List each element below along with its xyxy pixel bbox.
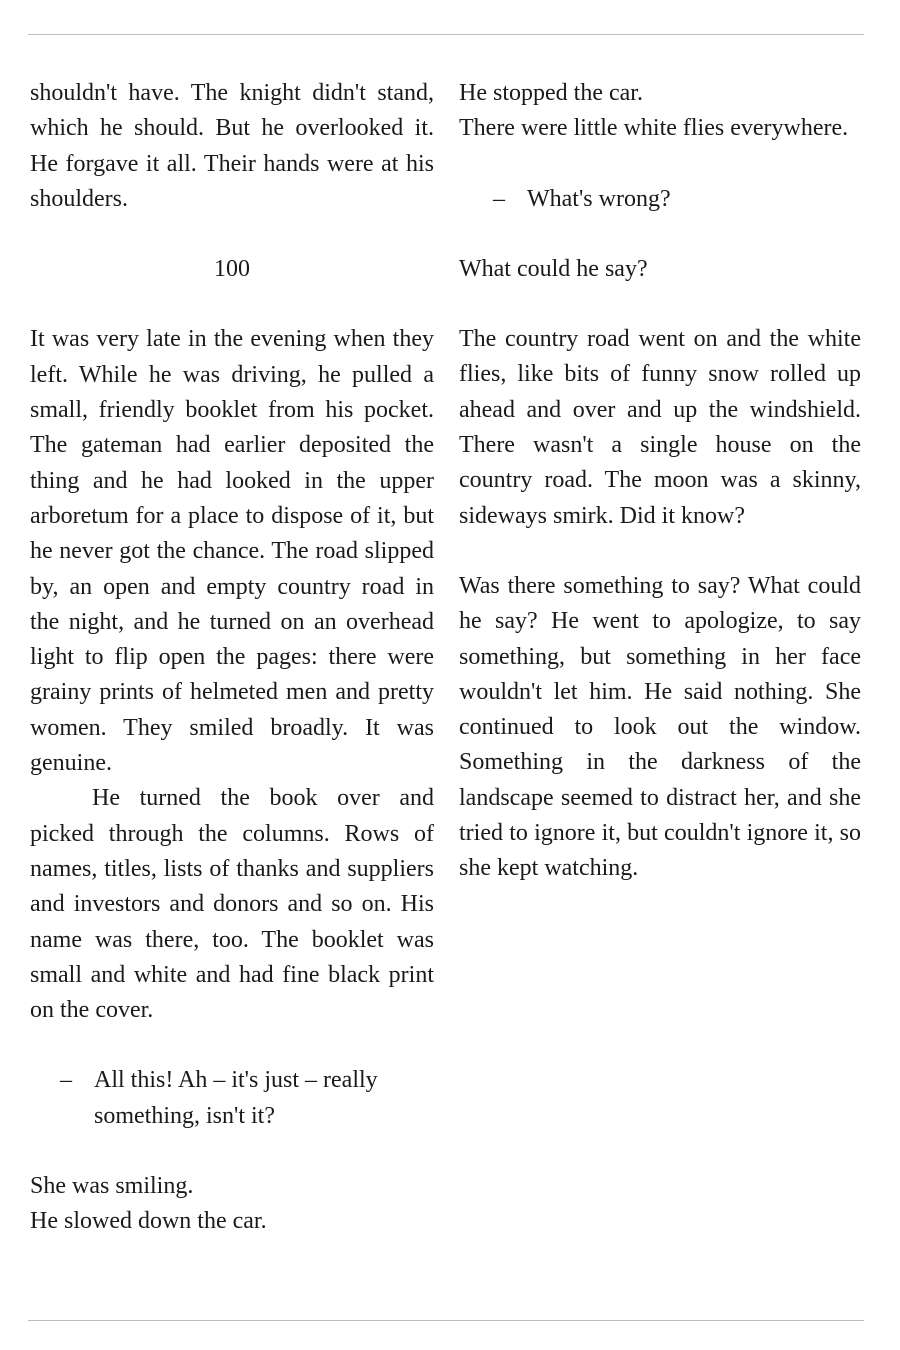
- dialogue-line: [30, 1063, 434, 1134]
- spacer: [459, 287, 861, 322]
- spacer: [459, 147, 861, 182]
- paragraph-booklet: He turned the book over and picked through the columns. Rows of names, titles, lists of thanks and suppliers and investors and donors and so on. His name was there, too. The booklet was small and white and had fine black print on the cover.: [30, 785, 434, 1024]
- line-slowed-down: He slowed down the car.: [30, 1208, 267, 1235]
- spacer: [30, 1134, 434, 1169]
- line-smiling: She was smiling.: [30, 1173, 194, 1200]
- paragraph-something-to-say: Was there something to say? What could he say? He went to apologize, to say something, but something in her face wouldn't let him. He said nothing. She continued to look out the window. Something in the darkness of the landscape seemed to distract her, and she tried to ignore it, but couldn't ignore it, so she kept watching.: [459, 572, 861, 882]
- spacer: [30, 217, 434, 252]
- section-number: 100: [214, 256, 250, 283]
- right-column: [459, 76, 861, 887]
- spacer: [459, 534, 861, 569]
- bottom-rule: [28, 1320, 864, 1321]
- top-rule: [28, 34, 864, 35]
- line-stopped-car: He stopped the car.: [459, 80, 643, 106]
- dialogue-text: All this! Ah – it's just – really something, isn't it?: [94, 1067, 378, 1129]
- line-white-flies: There were little white flies everywhere.: [459, 115, 849, 142]
- dialogue-line: [459, 182, 861, 217]
- dialogue-dash: –: [493, 185, 505, 212]
- dialogue-text: What's wrong?: [527, 185, 671, 212]
- dialogue-dash: –: [60, 1067, 72, 1094]
- line-what-could-he-say: What could he say?: [459, 255, 648, 282]
- spacer: [30, 287, 434, 322]
- paragraph-knight: shouldn't have. The knight didn't stand, which he should. But he overlooked it. He forgave it all. Their hands were at his shoulders.: [30, 80, 434, 212]
- spacer: [30, 1028, 434, 1063]
- paragraph-late-evening: It was very late in the evening when they left. While he was driving, he pulled a small, friendly booklet from his pocket. The gateman had earlier deposited the thing and he had looked in the upper arboretum for a place to dispose of it, but he never got the chance. The road slipped by, an open and empty country road in the night, and he turned on an overhead light to flip open the pages: there were grainy prints of helmeted men and pretty women. They smiled broadly. It was genuine.: [30, 326, 434, 777]
- paragraph-country-road: The country road went on and the white flies, like bits of funny snow rolled up ahead and over and up the windshield. There wasn't a single house on the country road. The moon was a skinny, sideways smirk. Did it know?: [459, 326, 861, 529]
- left-column: [30, 76, 434, 1240]
- spacer: [459, 217, 861, 252]
